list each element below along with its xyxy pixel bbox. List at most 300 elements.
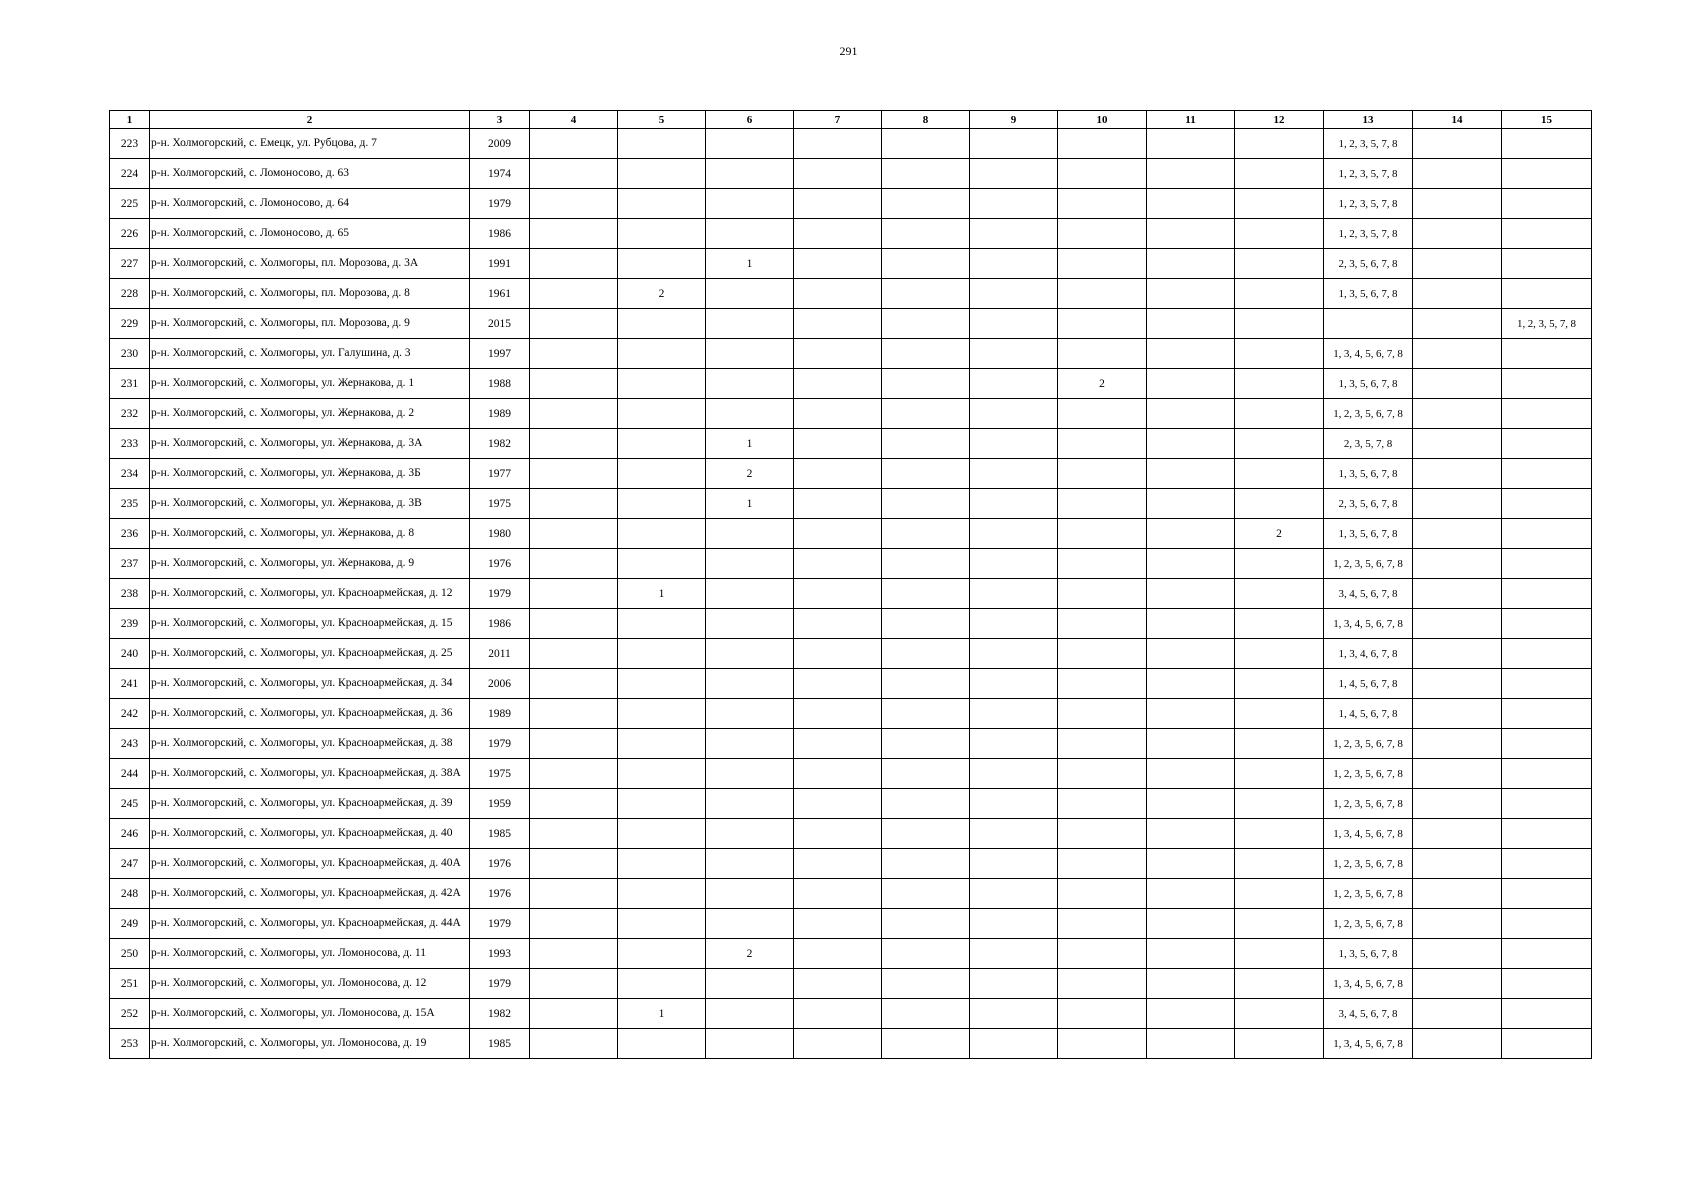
table-cell (1147, 189, 1235, 219)
year-cell: 1979 (470, 969, 530, 999)
table-cell (1413, 339, 1502, 369)
codes-cell: 1, 2, 3, 5, 7, 8 (1324, 129, 1413, 159)
table-cell (794, 729, 882, 759)
year-cell: 1979 (470, 189, 530, 219)
table-cell (882, 969, 970, 999)
address-cell: р-н. Холмогорский, с. Холмогоры, пл. Морозова, д. 9 (150, 309, 470, 339)
table-cell (706, 639, 794, 669)
table-cell (970, 819, 1058, 849)
table-row (110, 879, 1592, 909)
table-cell (530, 129, 618, 159)
table-cell (706, 729, 794, 759)
codes-cell: 1, 3, 5, 6, 7, 8 (1324, 279, 1413, 309)
table-row (110, 189, 1592, 219)
row-number-cell: 249 (110, 909, 150, 939)
table-cell (882, 699, 970, 729)
table-cell (618, 549, 706, 579)
table-cell (1058, 639, 1147, 669)
table-cell (882, 879, 970, 909)
column-header-4: 4 (530, 111, 618, 129)
table-cell (706, 189, 794, 219)
table-row (110, 159, 1592, 189)
table-cell (1235, 369, 1324, 399)
address-cell: р-н. Холмогорский, с. Емецк, ул. Рубцова, д. 7 (150, 129, 470, 159)
table-cell (794, 879, 882, 909)
table-cell (970, 939, 1058, 969)
year-cell: 1975 (470, 759, 530, 789)
codes-cell: 1, 3, 4, 5, 6, 7, 8 (1324, 1029, 1413, 1059)
table-cell (1235, 879, 1324, 909)
codes-cell (1502, 129, 1592, 159)
codes-cell: 1, 2, 3, 5, 7, 8 (1324, 189, 1413, 219)
table-cell (1235, 219, 1324, 249)
table-cell (618, 789, 706, 819)
table-cell (1413, 879, 1502, 909)
table-row (110, 489, 1592, 519)
address-cell: р-н. Холмогорский, с. Холмогоры, ул. Красноармейская, д. 36 (150, 699, 470, 729)
column-header-1: 1 (110, 111, 150, 129)
table-cell (1058, 609, 1147, 639)
table-cell (794, 699, 882, 729)
table-cell (1147, 999, 1235, 1029)
table-cell (530, 369, 618, 399)
table-cell (882, 939, 970, 969)
codes-cell (1502, 549, 1592, 579)
table-cell (1413, 279, 1502, 309)
table-cell (1147, 309, 1235, 339)
codes-cell (1502, 219, 1592, 249)
table-cell (1147, 489, 1235, 519)
address-cell: р-н. Холмогорский, с. Ломоносово, д. 64 (150, 189, 470, 219)
address-cell: р-н. Холмогорский, с. Холмогоры, ул. Красноармейская, д. 15 (150, 609, 470, 639)
table-cell (530, 969, 618, 999)
year-cell: 1986 (470, 609, 530, 639)
table-cell (882, 579, 970, 609)
table-cell (1147, 759, 1235, 789)
table-cell: 2 (1235, 519, 1324, 549)
table-cell (1413, 1029, 1502, 1059)
table-cell (970, 369, 1058, 399)
table-cell (1147, 579, 1235, 609)
codes-cell (1502, 789, 1592, 819)
table-cell (530, 429, 618, 459)
codes-cell: 1, 2, 3, 5, 7, 8 (1324, 219, 1413, 249)
address-cell: р-н. Холмогорский, с. Холмогоры, ул. Красноармейская, д. 12 (150, 579, 470, 609)
row-number-cell: 238 (110, 579, 150, 609)
table-cell (794, 309, 882, 339)
table-cell (970, 429, 1058, 459)
table-cell (530, 939, 618, 969)
table-cell (1235, 969, 1324, 999)
table-cell (1413, 429, 1502, 459)
table-cell: 2 (1058, 369, 1147, 399)
codes-cell (1502, 999, 1592, 1029)
table-cell (882, 849, 970, 879)
table-cell (1147, 339, 1235, 369)
table-cell (882, 639, 970, 669)
table-cell (882, 309, 970, 339)
table-cell (1235, 999, 1324, 1029)
table-cell (1413, 849, 1502, 879)
codes-cell (1502, 249, 1592, 279)
table-cell (1058, 129, 1147, 159)
table-cell (970, 579, 1058, 609)
table-row (110, 459, 1592, 489)
table-cell (1147, 369, 1235, 399)
year-cell: 1991 (470, 249, 530, 279)
table-cell (882, 759, 970, 789)
table-cell (618, 309, 706, 339)
table-cell (618, 159, 706, 189)
address-cell: р-н. Холмогорский, с. Холмогоры, ул. Жернакова, д. 8 (150, 519, 470, 549)
table-cell (970, 729, 1058, 759)
row-number-cell: 239 (110, 609, 150, 639)
codes-cell (1502, 759, 1592, 789)
address-cell: р-н. Холмогорский, с. Холмогоры, ул. Красноармейская, д. 39 (150, 789, 470, 819)
column-header-6: 6 (706, 111, 794, 129)
table-cell (794, 969, 882, 999)
codes-cell: 2, 3, 5, 6, 7, 8 (1324, 249, 1413, 279)
table-cell (970, 459, 1058, 489)
table-cell (882, 549, 970, 579)
table-cell (1147, 399, 1235, 429)
table-cell (1147, 129, 1235, 159)
codes-cell: 1, 4, 5, 6, 7, 8 (1324, 669, 1413, 699)
table-header (110, 111, 1592, 129)
table-cell (794, 519, 882, 549)
table-cell (1235, 399, 1324, 429)
row-number-cell: 244 (110, 759, 150, 789)
table-cell (618, 609, 706, 639)
table-cell (970, 699, 1058, 729)
table-cell (1413, 309, 1502, 339)
row-number-cell: 227 (110, 249, 150, 279)
table-cell (1413, 999, 1502, 1029)
table-cell (1413, 699, 1502, 729)
table-cell (706, 759, 794, 789)
table-cell (970, 669, 1058, 699)
table-cell (618, 759, 706, 789)
table-cell (1235, 609, 1324, 639)
row-number-cell: 225 (110, 189, 150, 219)
codes-cell (1502, 699, 1592, 729)
table-cell: 1 (618, 999, 706, 1029)
year-cell: 1976 (470, 549, 530, 579)
year-cell: 1997 (470, 339, 530, 369)
address-cell: р-н. Холмогорский, с. Холмогоры, ул. Красноармейская, д. 34 (150, 669, 470, 699)
table-cell (706, 999, 794, 1029)
table-cell (882, 999, 970, 1029)
row-number-cell: 253 (110, 1029, 150, 1059)
row-number-cell: 246 (110, 819, 150, 849)
table-cell (1147, 909, 1235, 939)
table-cell (706, 309, 794, 339)
address-cell: р-н. Холмогорский, с. Холмогоры, ул. Галушина, д. 3 (150, 339, 470, 369)
table-cell (1413, 579, 1502, 609)
table-cell (1413, 189, 1502, 219)
table-cell (530, 549, 618, 579)
table-cell (882, 189, 970, 219)
row-number-cell: 243 (110, 729, 150, 759)
table-body (110, 129, 1592, 1059)
column-header-12: 12 (1235, 111, 1324, 129)
table-cell (530, 849, 618, 879)
table-cell (1058, 549, 1147, 579)
table-cell (618, 189, 706, 219)
codes-cell: 1, 3, 5, 6, 7, 8 (1324, 369, 1413, 399)
table-cell (1147, 1029, 1235, 1059)
codes-cell: 3, 4, 5, 6, 7, 8 (1324, 999, 1413, 1029)
table-cell (706, 339, 794, 369)
table-cell (1058, 249, 1147, 279)
codes-cell (1502, 639, 1592, 669)
column-header-8: 8 (882, 111, 970, 129)
table-cell (1413, 459, 1502, 489)
table-cell (970, 609, 1058, 639)
address-cell: р-н. Холмогорский, с. Холмогоры, ул. Жернакова, д. 3В (150, 489, 470, 519)
table-cell (530, 789, 618, 819)
table-cell (530, 699, 618, 729)
row-number-cell: 228 (110, 279, 150, 309)
table-cell (530, 399, 618, 429)
address-cell: р-н. Холмогорский, с. Холмогоры, ул. Жернакова, д. 1 (150, 369, 470, 399)
codes-cell: 1, 2, 3, 5, 6, 7, 8 (1324, 789, 1413, 819)
table-cell (618, 879, 706, 909)
column-header-7: 7 (794, 111, 882, 129)
table-row (110, 729, 1592, 759)
table-cell (1147, 969, 1235, 999)
table-cell (794, 909, 882, 939)
table-cell (706, 279, 794, 309)
table-cell (1147, 519, 1235, 549)
table-cell (530, 459, 618, 489)
table-cell (794, 279, 882, 309)
table-cell (882, 339, 970, 369)
table-cell (618, 129, 706, 159)
table-row (110, 789, 1592, 819)
table-cell (1413, 729, 1502, 759)
year-cell: 1982 (470, 999, 530, 1029)
table-cell (618, 429, 706, 459)
row-number-cell: 229 (110, 309, 150, 339)
year-cell: 1985 (470, 819, 530, 849)
table-cell (970, 279, 1058, 309)
table-cell (970, 309, 1058, 339)
codes-cell: 3, 4, 5, 6, 7, 8 (1324, 579, 1413, 609)
table-cell (530, 279, 618, 309)
table-cell (1413, 159, 1502, 189)
table-cell (706, 669, 794, 699)
table-cell (794, 1029, 882, 1059)
table-row (110, 129, 1592, 159)
table-cell (882, 489, 970, 519)
table-cell (1058, 159, 1147, 189)
column-header-5: 5 (618, 111, 706, 129)
table-cell (794, 579, 882, 609)
row-number-cell: 241 (110, 669, 150, 699)
table-row (110, 759, 1592, 789)
table-cell (794, 939, 882, 969)
table-cell (794, 819, 882, 849)
table-cell: 1 (706, 249, 794, 279)
table-cell (618, 219, 706, 249)
table-cell (1147, 429, 1235, 459)
year-cell: 2011 (470, 639, 530, 669)
codes-cell: 1, 3, 5, 6, 7, 8 (1324, 459, 1413, 489)
table-cell (706, 1029, 794, 1059)
table-cell (794, 129, 882, 159)
table-cell (1235, 579, 1324, 609)
table-cell (1147, 279, 1235, 309)
codes-cell (1502, 369, 1592, 399)
table-cell (706, 879, 794, 909)
table-cell (1058, 489, 1147, 519)
row-number-cell: 233 (110, 429, 150, 459)
address-cell: р-н. Холмогорский, с. Холмогоры, ул. Жернакова, д. 2 (150, 399, 470, 429)
row-number-cell: 224 (110, 159, 150, 189)
table-row (110, 309, 1592, 339)
table-cell (794, 219, 882, 249)
table-cell (618, 639, 706, 669)
address-cell: р-н. Холмогорский, с. Холмогоры, ул. Красноармейская, д. 44А (150, 909, 470, 939)
table-cell (1147, 669, 1235, 699)
codes-cell: 1, 3, 5, 6, 7, 8 (1324, 939, 1413, 969)
page-number: 291 (839, 44, 858, 58)
table-cell (618, 339, 706, 369)
address-cell: р-н. Холмогорский, с. Холмогоры, ул. Ломоносова, д. 12 (150, 969, 470, 999)
codes-cell: 1, 2, 3, 5, 7, 8 (1324, 159, 1413, 189)
table-cell (794, 759, 882, 789)
table-cell (530, 609, 618, 639)
table-cell: 2 (618, 279, 706, 309)
table-cell (1235, 129, 1324, 159)
codes-cell: 1, 3, 4, 5, 6, 7, 8 (1324, 339, 1413, 369)
table-cell (1147, 159, 1235, 189)
table-row (110, 909, 1592, 939)
row-number-cell: 251 (110, 969, 150, 999)
table-cell (794, 249, 882, 279)
column-header-14: 14 (1413, 111, 1502, 129)
row-number-cell: 248 (110, 879, 150, 909)
table-cell (1147, 729, 1235, 759)
table-cell (530, 639, 618, 669)
table-cell (1058, 339, 1147, 369)
table-cell (530, 159, 618, 189)
address-cell: р-н. Холмогорский, с. Ломоносово, д. 63 (150, 159, 470, 189)
table-row (110, 399, 1592, 429)
codes-cell (1502, 489, 1592, 519)
year-cell: 1975 (470, 489, 530, 519)
row-number-cell: 245 (110, 789, 150, 819)
row-number-cell: 232 (110, 399, 150, 429)
table-cell (706, 699, 794, 729)
register-table (109, 110, 1592, 1059)
table-cell (1413, 519, 1502, 549)
table-cell (1058, 219, 1147, 249)
table-cell (794, 189, 882, 219)
table-cell (970, 129, 1058, 159)
table-cell (1413, 399, 1502, 429)
table-cell (1147, 249, 1235, 279)
year-cell: 1980 (470, 519, 530, 549)
table-cell (530, 189, 618, 219)
table-cell (970, 249, 1058, 279)
table-cell (1235, 489, 1324, 519)
row-number-cell: 223 (110, 129, 150, 159)
table-cell (970, 549, 1058, 579)
table-cell (970, 189, 1058, 219)
table-cell (530, 339, 618, 369)
table-cell (794, 339, 882, 369)
table-cell (1058, 759, 1147, 789)
year-cell: 1993 (470, 939, 530, 969)
table-row (110, 969, 1592, 999)
table-cell (970, 1029, 1058, 1059)
codes-cell (1502, 159, 1592, 189)
address-cell: р-н. Холмогорский, с. Холмогоры, ул. Красноармейская, д. 40 (150, 819, 470, 849)
table-cell (1058, 429, 1147, 459)
table-cell (530, 1029, 618, 1059)
table-cell (882, 819, 970, 849)
table-cell (1235, 279, 1324, 309)
table-cell (530, 759, 618, 789)
row-number-cell: 226 (110, 219, 150, 249)
column-header-13: 13 (1324, 111, 1413, 129)
table-cell (706, 969, 794, 999)
table-row (110, 579, 1592, 609)
year-cell: 1982 (470, 429, 530, 459)
table-cell (882, 129, 970, 159)
table-cell (706, 159, 794, 189)
codes-cell: 1, 2, 3, 5, 6, 7, 8 (1324, 759, 1413, 789)
table-cell (618, 939, 706, 969)
codes-cell (1502, 579, 1592, 609)
table-cell (1413, 909, 1502, 939)
table-cell (618, 399, 706, 429)
table-cell (1147, 819, 1235, 849)
table-cell (794, 639, 882, 669)
codes-cell: 1, 2, 3, 5, 6, 7, 8 (1324, 729, 1413, 759)
table-cell (1058, 939, 1147, 969)
table-cell (1147, 459, 1235, 489)
table-cell (970, 339, 1058, 369)
table-cell (970, 969, 1058, 999)
table-cell (882, 399, 970, 429)
table-cell (530, 669, 618, 699)
table-cell (1147, 789, 1235, 819)
table-cell (618, 699, 706, 729)
table-cell (794, 429, 882, 459)
table-cell (1147, 219, 1235, 249)
table-cell (882, 789, 970, 819)
table-cell: 2 (706, 459, 794, 489)
table-cell (1413, 789, 1502, 819)
table-cell: 2 (706, 939, 794, 969)
table-row (110, 519, 1592, 549)
column-header-10: 10 (1058, 111, 1147, 129)
column-header-3: 3 (470, 111, 530, 129)
codes-cell: 1, 2, 3, 5, 6, 7, 8 (1324, 549, 1413, 579)
header-row (110, 111, 1592, 129)
table-cell (1413, 609, 1502, 639)
table-cell (1413, 759, 1502, 789)
table-cell (530, 489, 618, 519)
address-cell: р-н. Холмогорский, с. Холмогоры, ул. Красноармейская, д. 40А (150, 849, 470, 879)
table-row (110, 939, 1592, 969)
table-cell (1235, 339, 1324, 369)
table-cell (794, 849, 882, 879)
table-cell (1413, 819, 1502, 849)
